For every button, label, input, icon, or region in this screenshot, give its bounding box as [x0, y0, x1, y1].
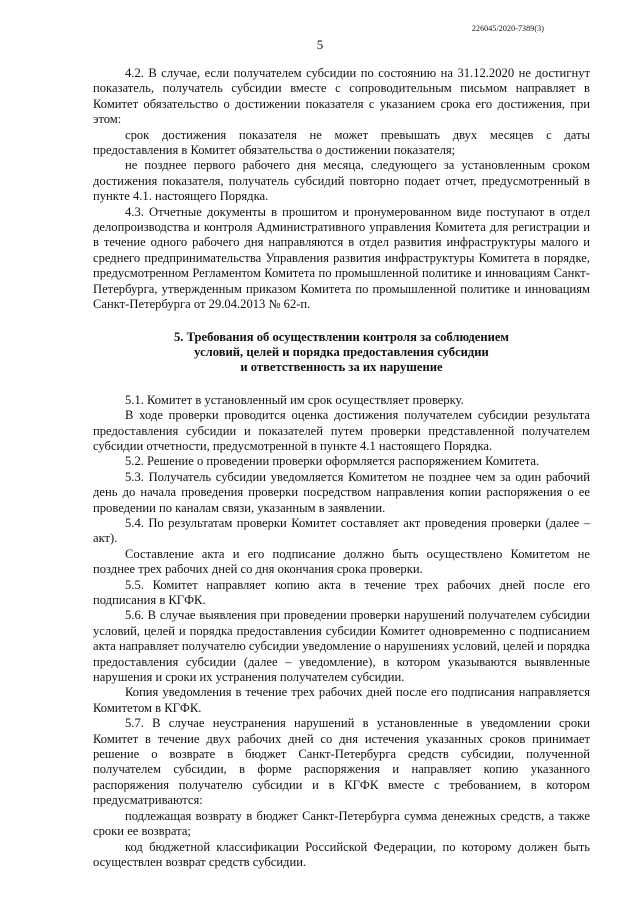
paragraph-5-2: 5.2. Решение о проведении проверки оформляется распоряжением Комитета. [125, 454, 540, 469]
paragraph-act-signing: Составление акта и его подписание должно быть осуществлено Комитетом не позднее трех рабочих дней со дня окончания срока проверки. [93, 546, 590, 577]
section-heading-line-3: и ответственность за их нарушение [240, 360, 443, 375]
section-heading-line-1: 5. Требования об осуществлении контроля за соблюдением [173, 329, 510, 344]
paragraph-5-6: 5.6. В случае выявления при проведении проверки нарушений получателем субсидии условий, целей и порядка предоставления субсидии Комитет одновременно с подписанием акта направляет получателю субсидии уведомление о нарушениях условий, целей и порядка предоставления субсидии (далее – уведомление), в котором указываются выявленные нарушения и сроки их устранения получателем субсидии. [93, 608, 590, 685]
paragraph-5-4: 5.4. По результатам проверки Комитет составляет акт проведения проверки (далее – акт). [93, 515, 590, 546]
section-heading-line-2: условий, целей и порядка предоставления субсидии [194, 344, 489, 359]
paragraph-refund-amount: подлежащая возврату в бюджет Санкт-Петербурга сумма денежных средств, а также сроки ее возврата; [93, 808, 590, 839]
paragraph-budget-code: код бюджетной классификации Российской Федерации, по которому должен быть осуществлен возврат средств субсидии. [93, 839, 590, 869]
paragraph-4-2: 4.2. В случае, если получателем субсидии по состоянию на 31.12.2020 не достигнут показатель, получатель субсидии вместе с сопроводительным письмом направляет в Комитет обязательство о достижении показателя с указанием срока его достижения, при этом: [93, 66, 590, 127]
document-id: 226045/2020-7389(3) [471, 24, 544, 33]
paragraph-5-5: 5.5. Комитет направляет копию акта в течение трех рабочих дней после его подписания в КГФК. [93, 577, 590, 607]
paragraph-resubmit: не позднее первого рабочего дня месяца, следующего за установленным сроком достижения показателя, получатель субсидий повторно подает отчет, предусмотренный в пункте 4.1. настоящего Порядка. [93, 158, 590, 204]
section-heading [93, 330, 590, 376]
paragraph-4-3: 4.3. Отчетные документы в прошитом и пронумерованном виде поступают в отдел делопроизводства и контроля Административного управления Комитета для регистрации и в течение одного рабочего дня направляются в отдел развития инфраструктуры малого и среднего предпринимательства Управления развития инфраструктуры Комитета в порядке, предусмотренном Регламентом Комитета по промышленной политике и инновациям Санкт-Петербурга, утвержденным приказом Комитета по промышленной политике и инновациям Санкт-Петербурга от 29.04.2013 № 62-п. [93, 204, 590, 312]
paragraph-notice-copy: Копия уведомления в течение трех рабочих дней после его подписания направляется Комитетом в КГФК. [93, 685, 590, 715]
paragraph-5-1: 5.1. Комитет в установленный им срок осуществляет проверку. [125, 392, 464, 407]
paragraph-deadline: срок достижения показателя не может превышать двух месяцев с даты предоставления в Комитет обязательства о достижении показателя; [93, 127, 590, 158]
paragraph-5-3: 5.3. Получатель субсидии уведомляется Комитетом не позднее чем за один рабочий день до начала проведения проверки посредством направления копии распоряжения о ее проведении по каналам связи, указанным в заявлении. [93, 469, 590, 515]
paragraph-5-7: 5.7. В случае неустранения нарушений в установленные в уведомлении сроки Комитет в течение двух рабочих дней со дня истечения указанных сроков принимает решение о возврате в бюджет Санкт-Петербурга средств субсидии, полученной получателем субсидии, в форме распоряжения и направляет копию указанного распоряжения получателю субсидии и в КГФК вместе с требованием, в котором предусматриваются: [93, 716, 590, 808]
paragraph-audit-scope: В ходе проверки проводится оценка достижения получателем субсидии результата предоставления субсидии и показателей путем проверки представленной получателем субсидии отчетности, предусмотренной в пункте 4.1 настоящего Порядка. [93, 408, 590, 453]
document-body [93, 66, 590, 870]
page-number: 5 [316, 37, 324, 52]
